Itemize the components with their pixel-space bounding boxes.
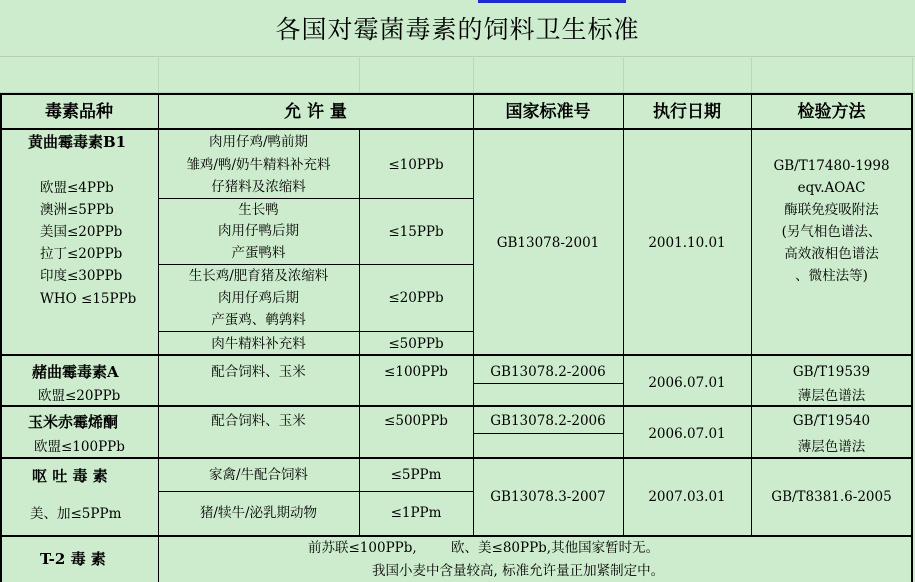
row-separator: [158, 331, 473, 332]
row-separator: [473, 383, 623, 384]
feed-item: 肉用仔鸭后期: [218, 223, 299, 239]
column-separator: [751, 94, 752, 535]
table-border: [0, 93, 913, 95]
feed-item: 生长鸡/肥育猪及浓缩料: [188, 268, 329, 284]
t2-limit-text: 前苏联≤100PPb, 欧、美≤80PPb,其他国家暂时无。: [308, 540, 660, 556]
limit-india: 印度≤30PPb: [40, 268, 123, 284]
limit-value: ≤20PPb: [388, 290, 444, 306]
effective-date: 2007.03.01: [648, 489, 726, 505]
column-separator: [158, 94, 159, 582]
limit-usa: 美国≤20PPb: [40, 224, 123, 240]
table-border: [0, 128, 913, 130]
grid-line: [751, 56, 752, 94]
effective-date: 2006.07.01: [648, 426, 726, 442]
feed-item: 猪/犊牛/泌乳期动物: [199, 505, 318, 521]
toxin-name-aflatoxin: 黄曲霉毒素B1: [28, 133, 127, 151]
limit-value: ≤10PPb: [388, 157, 444, 173]
t2-note-text: 我国小麦中含量较高, 标准允许量正加紧制定中。: [372, 563, 665, 579]
limit-value: ≤1PPm: [390, 505, 442, 521]
method-line: GB/T19539: [792, 364, 871, 380]
limit-australia: 澳洲≤5PPb: [40, 202, 114, 218]
limit-eu: 欧盟≤4PPb: [40, 180, 114, 196]
feed-item: 家禽/牛配合饲料: [208, 467, 309, 483]
method-line: 酶联免疫吸附法: [784, 202, 879, 218]
limit-value: ≤15PPb: [388, 224, 444, 240]
limit-us-canada: 美、加≤5PPm: [30, 506, 122, 522]
limit-value: ≤50PPb: [388, 336, 444, 352]
effective-date: 2006.07.01: [648, 375, 726, 391]
limit-value: ≤500PPb: [384, 413, 448, 429]
grid-line: [158, 56, 159, 94]
row-separator: [0, 535, 913, 537]
limit-eu: 欧盟≤100PPb: [34, 439, 125, 455]
feed-item: 肉用仔鸡后期: [218, 290, 299, 306]
standard-number: GB13078.2-2006: [490, 413, 606, 429]
method-line: 薄层色谱法: [797, 388, 866, 404]
feed-item: 产蛋鸡、鹌鹑料: [211, 312, 306, 328]
feed-item: 配合饲料、玉米: [211, 364, 306, 380]
feed-item: 生长鸭: [238, 202, 279, 218]
column-separator: [473, 94, 474, 535]
table-border: [0, 94, 2, 582]
grid-line: [912, 56, 913, 94]
method-line: 薄层色谱法: [797, 439, 866, 455]
toxin-name-ochratoxin: 赭曲霉毒素A: [32, 363, 119, 381]
grid-line: [359, 56, 360, 94]
limit-eu: 欧盟≤20PPb: [38, 388, 121, 404]
row-separator: [473, 433, 623, 434]
feed-item: 肉用仔鸡/鸭前期: [208, 134, 309, 150]
row-separator: [0, 457, 913, 459]
limit-who: WHO ≤15PPb: [40, 291, 137, 307]
limit-value: ≤5PPm: [390, 467, 442, 483]
header-allowance: 允 许 量: [284, 102, 347, 122]
method-line: (另气相色谱法、: [781, 224, 882, 240]
row-separator: [0, 405, 913, 407]
header-standard: 国家标准号: [505, 102, 591, 122]
method-line: GB/T17480-1998: [773, 158, 890, 174]
row-separator: [0, 354, 913, 356]
method-line: GB/T19540: [792, 413, 871, 429]
feed-item: 配合饲料、玉米: [211, 413, 306, 429]
header-date: 执行日期: [653, 102, 721, 122]
row-separator: [158, 491, 473, 492]
toxin-name-zearalenone: 玉米赤霉烯酮: [28, 413, 119, 431]
toxin-name-t2: T-2 毒 素: [40, 550, 106, 568]
limit-value: ≤100PPb: [384, 364, 448, 380]
method-line: eqv.AOAC: [797, 180, 866, 196]
method-line: 高效液相色谱法: [784, 246, 879, 262]
table-title: 各国对霉菌毒素的饲料卫生标准: [0, 0, 915, 57]
feed-item: 仔猪料及浓缩料: [211, 179, 306, 195]
limit-latin: 拉丁≤20PPb: [40, 246, 123, 262]
effective-date: 2001.10.01: [648, 235, 726, 251]
feed-item: 雏鸡/鸭/奶牛精料补充料: [186, 157, 331, 173]
grid-line: [623, 56, 624, 94]
feed-item: 肉牛精料补充料: [211, 336, 306, 352]
header-toxin: 毒素品种: [45, 102, 113, 122]
column-separator: [359, 129, 360, 535]
column-separator: [623, 94, 624, 535]
standard-number: GB13078.2-2006: [490, 364, 606, 380]
standard-number: GB13078-2001: [496, 235, 600, 251]
feed-item: 产蛋鸭料: [231, 245, 286, 261]
method-line: 、微柱法等): [795, 268, 868, 284]
grid-line: [473, 56, 474, 94]
method-line: GB/T8381.6-2005: [771, 489, 892, 505]
table-border: [911, 94, 913, 582]
standard-number: GB13078.3-2007: [490, 489, 606, 505]
row-separator: [158, 198, 473, 199]
toxin-name-vomitoxin: 呕 吐 毒 素: [32, 467, 108, 485]
row-separator: [158, 264, 473, 265]
header-method: 检验方法: [797, 102, 866, 122]
